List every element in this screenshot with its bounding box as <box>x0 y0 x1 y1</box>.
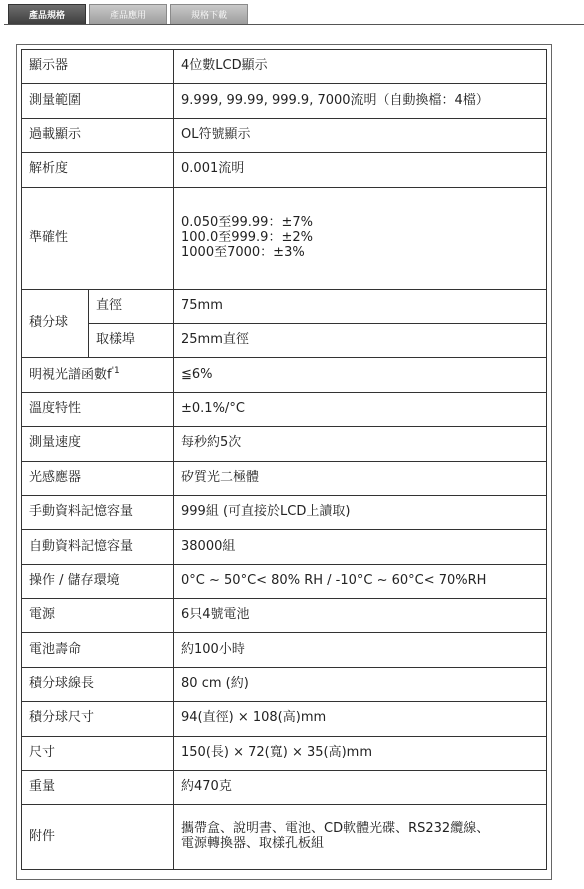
tab-product-applications[interactable]: 產品應用 <box>89 4 167 24</box>
table-row <box>22 392 547 426</box>
spec-label: 解析度 <box>22 153 174 187</box>
spec-label: 電池壽命 <box>22 633 174 667</box>
spec-label: 積分球 <box>22 289 89 358</box>
table-row <box>22 530 547 564</box>
table-row <box>22 599 547 633</box>
spec-value-accuracy <box>174 187 547 289</box>
table-row <box>22 84 547 118</box>
spec-label: 積分球尺寸 <box>22 702 174 736</box>
spec-label: 積分球線長 <box>22 667 174 701</box>
spec-label: 附件 <box>22 805 174 870</box>
spectral-label-text: 明視光譜函數f <box>29 367 112 383</box>
accuracy-line: 0.050至99.99：±7% <box>181 214 313 230</box>
spec-label: 電源 <box>22 599 174 633</box>
spec-label: 測量速度 <box>22 427 174 461</box>
spec-value-accessories <box>174 805 547 870</box>
table-row <box>22 187 547 289</box>
table-row <box>22 289 547 323</box>
spec-label: 光感應器 <box>22 461 174 495</box>
spec-value: 6只4號電池 <box>174 599 547 633</box>
spec-table-frame <box>16 44 552 880</box>
spec-label: 尺寸 <box>22 736 174 770</box>
table-row <box>22 633 547 667</box>
table-row <box>22 495 547 529</box>
spec-value: ±0.1%/°C <box>174 392 547 426</box>
accessories-line: 攜帶盒、說明書、電池、CD軟體光碟、RS232纜線、 <box>181 821 490 837</box>
table-row <box>22 323 547 357</box>
tab-spec-download[interactable]: 規格下載 <box>170 4 248 24</box>
spec-table <box>21 49 547 870</box>
spectral-label-sup: '1 <box>111 366 120 377</box>
spec-label: 顯示器 <box>22 50 174 84</box>
table-row <box>22 153 547 187</box>
tab-divider <box>4 24 584 25</box>
table-row <box>22 667 547 701</box>
table-row <box>22 564 547 598</box>
spec-value: 150(長) × 72(寬) × 35(高)mm <box>174 736 547 770</box>
accuracy-line: 100.0至999.9：±2% <box>181 229 313 245</box>
spec-value: 94(直徑) × 108(高)mm <box>174 702 547 736</box>
spec-label: 準確性 <box>22 187 174 289</box>
spec-label: 過載顯示 <box>22 118 174 152</box>
spec-label <box>22 358 174 392</box>
spec-value: 4位數LCD顯示 <box>174 50 547 84</box>
spec-label: 手動資料記憶容量 <box>22 495 174 529</box>
spec-label: 操作 / 儲存環境 <box>22 564 174 598</box>
spec-sublabel: 取樣埠 <box>89 323 174 357</box>
spec-value: 約100小時 <box>174 633 547 667</box>
spec-value: 999組 (可直接於LCD上讀取) <box>174 495 547 529</box>
spec-label: 自動資料記憶容量 <box>22 530 174 564</box>
spec-value: 矽質光二極體 <box>174 461 547 495</box>
spec-value: 25mm直徑 <box>174 323 547 357</box>
table-row <box>22 771 547 805</box>
spec-value: 0°C ~ 50°C< 80% RH / -10°C ~ 60°C< 70%RH <box>174 564 547 598</box>
spec-label: 重量 <box>22 771 174 805</box>
table-row <box>22 358 547 392</box>
tab-product-specs[interactable]: 產品規格 <box>8 4 86 24</box>
spec-value: 80 cm (約) <box>174 667 547 701</box>
accessories-line: 電源轉換器、取樣孔板組 <box>181 836 325 852</box>
table-row <box>22 461 547 495</box>
table-row <box>22 50 547 84</box>
spec-value: ≦6% <box>174 358 547 392</box>
spec-value: 9.999, 99.99, 999.9, 7000流明（自動換檔：4檔） <box>174 84 547 118</box>
spec-label: 溫度特性 <box>22 392 174 426</box>
spec-sublabel: 直徑 <box>89 289 174 323</box>
spec-value: 約470克 <box>174 771 547 805</box>
spec-value: 38000組 <box>174 530 547 564</box>
table-row <box>22 702 547 736</box>
spec-value: OL符號顯示 <box>174 118 547 152</box>
spec-value: 每秒約5次 <box>174 427 547 461</box>
spec-value: 0.001流明 <box>174 153 547 187</box>
table-row <box>22 118 547 152</box>
spec-label: 測量範圍 <box>22 84 174 118</box>
tab-bar <box>8 4 248 24</box>
accuracy-line: 1000至7000：±3% <box>181 244 305 260</box>
table-row <box>22 427 547 461</box>
spec-value: 75mm <box>174 289 547 323</box>
table-row <box>22 736 547 770</box>
table-row <box>22 805 547 870</box>
